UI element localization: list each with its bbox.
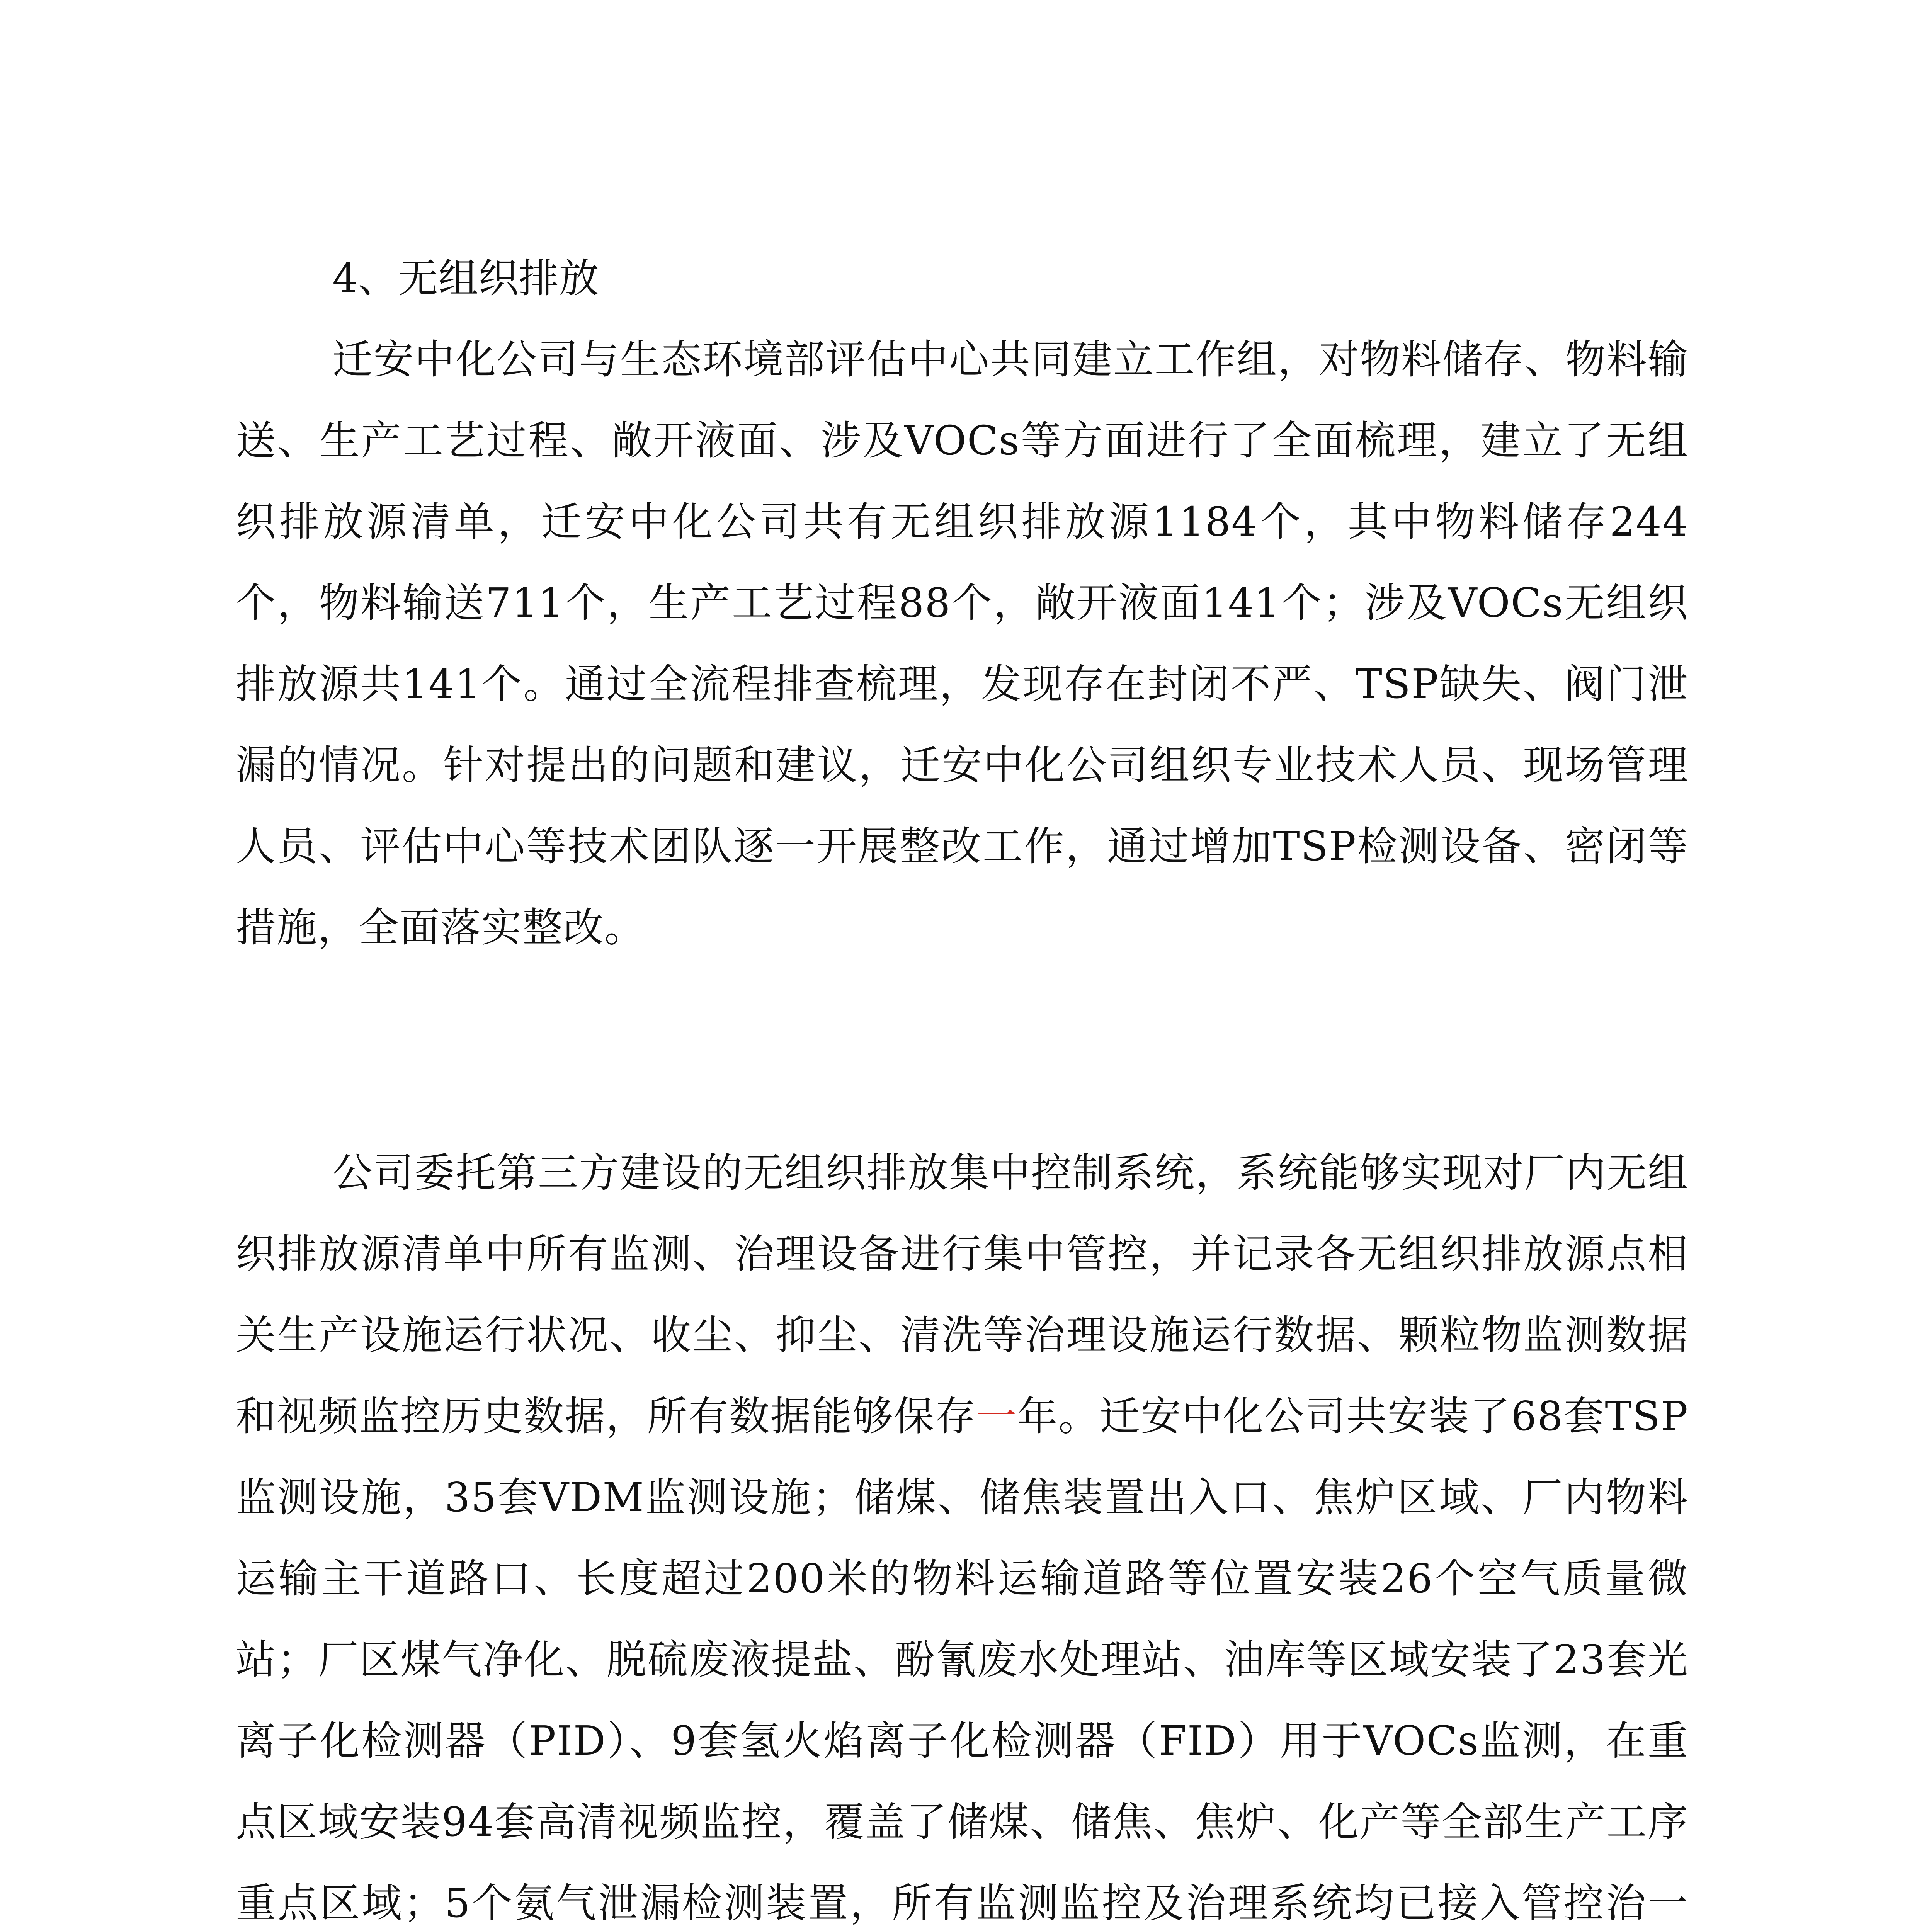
paragraph-2-text-a: 公司委托第三方建设的无组织排放集中控制系统，系统能够实现对厂内无组织排放源清单中所有监测、治理设备进行集中管控，并记录各无组织排放源点相关生产设施运行状况、收尘、抑尘、清洗等治理设施运行数据、颗粒物监测数据和视频监控历史数据，所有数据能够保存 — [236, 1149, 1689, 1440]
paragraph-2-text-b: 年。迁安中化公司共安装了68套TSP监测设施，35套VDM监测设施；储煤、储焦装置出入口、焦炉区域、厂内物料运输主干道路口、长度超过200米的物料运输道路等位置安装26个空气质量微站；厂区煤气净化、脱硫废液提盐、酚氰废水处理站、油库等区域安装了23套光离子化检测器（PID）、9套氢火焰离子化检测器（FID）用于VOCs监测，在重点区域安装94套高清视频监控，覆盖了储煤、储焦、焦炉、化产等全部生产工序重点区域；5个氨气泄漏检测装置，所有监测监控及治理系统均已接入管控治一 — [236, 1393, 1689, 1927]
highlighted-red-character: 一 — [976, 1393, 1017, 1440]
paragraph-centralized-control-system — [236, 1132, 1689, 1932]
section-heading: 4、无组织排放 — [332, 255, 599, 302]
paragraph-unorganized-emission-survey: 迁安中化公司与生态环境部评估中心共同建立工作组，对物料储存、物料输送、生产工艺过程、敞开液面、涉及VOCs等方面进行了全面梳理，建立了无组织排放源清单，迁安中化公司共有无组织排放源1184个，其中物料储存244个，物料输送711个，生产工艺过程88个，敞开液面141个；涉及VOCs无组织排放源共141个。通过全流程排查梳理，发现存在封闭不严、TSP缺失、阀门泄漏的情况。针对提出的问题和建议，迁安中化公司组织专业技术人员、现场管理人员、评估中心等技术团队逐一开展整改工作，通过增加TSP检测设备、密闭等措施，全面落实整改。 — [236, 336, 1689, 951]
